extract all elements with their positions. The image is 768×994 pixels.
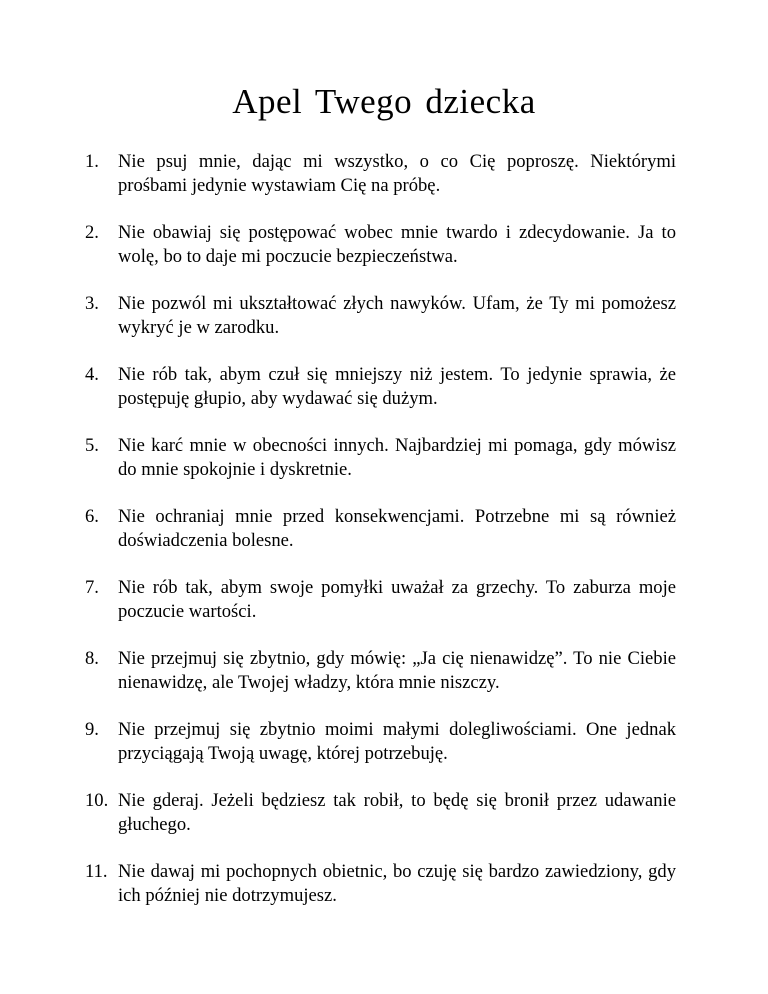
- item-number: 9.: [85, 719, 99, 740]
- item-number: 5.: [85, 435, 99, 456]
- item-number: 3.: [85, 293, 99, 314]
- item-number: 7.: [85, 577, 99, 598]
- list-item: [85, 292, 676, 340]
- item-number: 11.: [85, 861, 108, 882]
- appeal-list: [0, 150, 768, 908]
- item-text: Nie gderaj. Jeżeli będziesz tak robił, to będę się bronił przez udawanie głuchego.: [118, 790, 676, 835]
- item-text: Nie rób tak, abym czuł się mniejszy niż jestem. To jedynie sprawia, że postępuję głupio, aby wydawać się dużym.: [118, 364, 676, 409]
- list-item: [85, 221, 676, 269]
- list-item: [85, 647, 676, 695]
- item-text: Nie rób tak, abym swoje pomyłki uważał za grzechy. To zaburza moje poczucie wartości.: [118, 577, 676, 622]
- page-title: Apel Twego dziecka: [232, 82, 536, 121]
- list-item: [85, 434, 676, 482]
- item-text: Nie psuj mnie, dając mi wszystko, o co Cię poproszę. Niektórymi prośbami jedynie wystawiam Cię na próbę.: [118, 151, 676, 196]
- item-text: Nie przejmuj się zbytnio moimi małymi dolegliwościami. One jednak przyciągają Twoją uwagę, której potrzebuję.: [118, 719, 676, 764]
- item-text: Nie ochraniaj mnie przed konsekwencjami. Potrzebne mi są również doświadczenia bolesne.: [118, 506, 676, 551]
- item-text: Nie karć mnie w obecności innych. Najbardziej mi pomaga, gdy mówisz do mnie spokojnie i dyskretnie.: [118, 435, 676, 480]
- list-item: [85, 860, 676, 908]
- item-number: 10.: [85, 790, 109, 811]
- item-text: Nie pozwól mi ukształtować złych nawyków. Ufam, że Ty mi pomożesz wykryć je w zarodku.: [118, 293, 676, 338]
- item-number: 4.: [85, 364, 99, 385]
- item-text: Nie przejmuj się zbytnio, gdy mówię: „Ja cię nienawidzę”. To nie Ciebie nienawidzę, ale Twojej władzy, która mnie niszczy.: [118, 648, 676, 693]
- item-text: Nie obawiaj się postępować wobec mnie twardo i zdecydowanie. Ja to wolę, bo to daje mi poczucie bezpieczeństwa.: [118, 222, 676, 267]
- list-item: [85, 363, 676, 411]
- list-item: [85, 150, 676, 198]
- list-item: [85, 789, 676, 837]
- item-number: 1.: [85, 151, 99, 172]
- item-number: 8.: [85, 648, 99, 669]
- item-number: 6.: [85, 506, 99, 527]
- item-text: Nie dawaj mi pochopnych obietnic, bo czuję się bardzo zawiedziony, gdy ich później nie dotrzymujesz.: [118, 861, 676, 906]
- list-item: [85, 505, 676, 553]
- list-item: [85, 576, 676, 624]
- item-number: 2.: [85, 222, 99, 243]
- list-item: [85, 718, 676, 766]
